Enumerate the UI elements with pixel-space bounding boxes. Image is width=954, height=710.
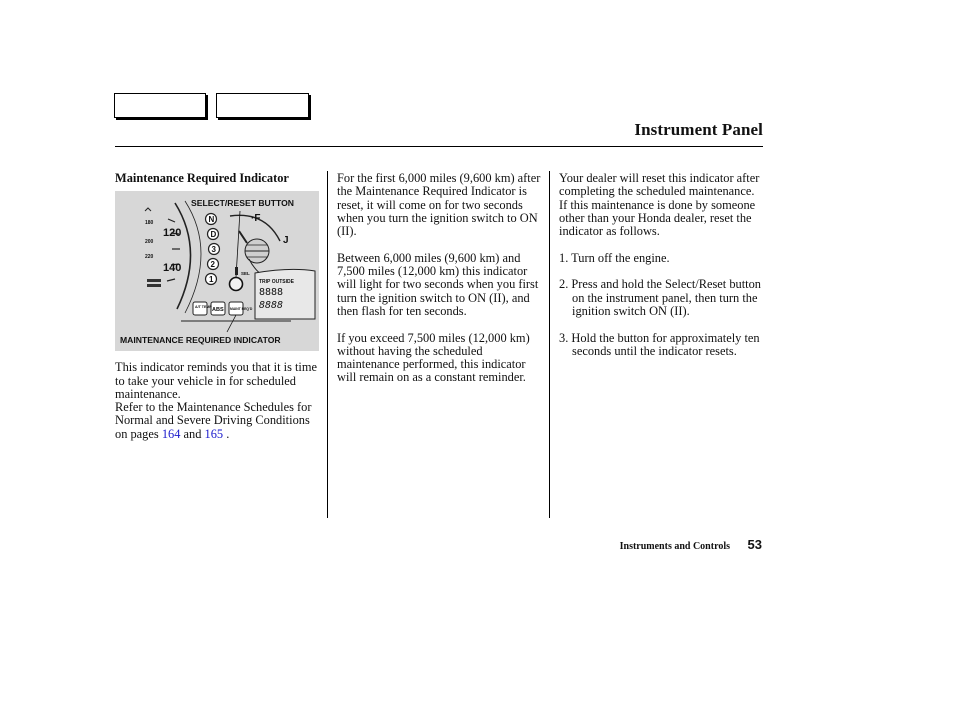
instrument-panel-illustration bbox=[115, 191, 319, 351]
speed-number-120: 120 bbox=[163, 227, 182, 240]
abs-lamp-icon: ABS bbox=[212, 307, 224, 314]
maintenance-leader-line bbox=[227, 315, 236, 332]
gauge-dial-icon bbox=[245, 239, 269, 263]
column-2 bbox=[337, 172, 542, 398]
at-temp-lamp-icon: A/T TEMP bbox=[195, 305, 212, 310]
nav-tab-1[interactable] bbox=[114, 93, 206, 118]
page-165-link[interactable]: 165 bbox=[204, 426, 224, 441]
speedometer-inner-arc bbox=[185, 201, 201, 313]
period-text: . bbox=[223, 426, 230, 441]
select-reset-button-label: SELECT/RESET BUTTON bbox=[191, 198, 294, 209]
odometer-top-digits: 8888 bbox=[259, 287, 284, 299]
speed-number-140: 140 bbox=[163, 262, 182, 275]
speed-small-220: 220 bbox=[145, 254, 154, 261]
gear-1: 1 bbox=[209, 275, 214, 285]
select-reset-button-icon bbox=[230, 278, 243, 291]
speedometer-arc bbox=[175, 203, 191, 309]
fuel-full-icon: ·F bbox=[251, 213, 261, 225]
schedule-reference-text: Refer to the Maintenance Schedules for Normal and Severe Driving Conditions on pages bbox=[115, 400, 312, 441]
speed-mark-icon bbox=[145, 208, 151, 211]
maintenance-required-lamp-icon: MAINT REQ'D bbox=[230, 307, 253, 312]
between-paragraph: Between 6,000 miles (9,600 km) and 7,500 miles (12,000 km) this indicator will light for two seconds when you first turn the ignition switch to ON (II), and then flash for ten seconds. bbox=[337, 250, 539, 318]
exceed-paragraph: If you exceed 7,500 miles (12,000 km) without having the scheduled maintenance performed, this indicator will remain on as a constant reminder. bbox=[337, 330, 530, 385]
label-block-2 bbox=[147, 284, 161, 287]
sel-label-icon: SEL bbox=[241, 271, 250, 277]
speed-small-180: 180 bbox=[145, 220, 154, 227]
column-3 bbox=[559, 172, 764, 371]
reset-step-2: 2. Press and hold the Select/Reset button on the instrument panel, then turn the ignition switch ON (II). bbox=[559, 277, 762, 318]
reset-step-3: 3. Hold the button for approximately ten seconds until the indicator resets. bbox=[559, 330, 760, 358]
reset-step-1: 1. Turn off the engine. bbox=[559, 250, 670, 265]
warning-lamps bbox=[193, 302, 253, 315]
page-number: 53 bbox=[747, 537, 762, 552]
speed-small-200: 200 bbox=[145, 239, 154, 246]
section-heading: Maintenance Required Indicator bbox=[115, 171, 289, 185]
first-6000-paragraph: For the first 6,000 miles (9,600 km) after the Maintenance Required Indicator is reset, it will come on for two seconds when you turn the ignition switch to ON (II). bbox=[337, 171, 541, 239]
fuel-gauge-needle bbox=[239, 231, 247, 243]
reset-steps-list bbox=[559, 252, 764, 358]
label-block-1 bbox=[147, 279, 161, 282]
gear-n: N bbox=[208, 215, 215, 225]
column-1 bbox=[115, 172, 319, 441]
column-divider-2 bbox=[549, 171, 550, 518]
nav-tab-2[interactable] bbox=[216, 93, 309, 118]
footer-section-title: Instruments and Controls bbox=[619, 541, 730, 552]
schedule-reference-paragraph bbox=[115, 401, 319, 441]
reminder-paragraph: This indicator reminds you that it is time to take your vehicle in for scheduled maintenance. bbox=[115, 360, 318, 401]
and-text: and bbox=[180, 426, 205, 441]
dealer-reset-paragraph: Your dealer will reset this indicator after completing the scheduled maintenance. If this maintenance is done by someone other than your Honda dealer, reset the indicator as follows. bbox=[559, 171, 760, 239]
page-164-link[interactable]: 164 bbox=[161, 426, 181, 441]
gear-2: 2 bbox=[210, 260, 215, 270]
temp-mark-icon: J bbox=[283, 235, 289, 247]
gear-3: 3 bbox=[211, 245, 216, 255]
maintenance-required-indicator-label: MAINTENANCE REQUIRED INDICATOR bbox=[120, 335, 281, 346]
trip-outside-label: TRIP OUTSIDE bbox=[259, 279, 294, 286]
page-title: Instrument Panel bbox=[634, 120, 763, 139]
gear-position-indicator bbox=[206, 214, 220, 285]
title-divider bbox=[115, 146, 763, 147]
gear-d: D bbox=[210, 230, 217, 240]
instrument-panel-figure bbox=[115, 191, 319, 351]
reset-pointer bbox=[235, 267, 238, 275]
odometer-bottom-digits: 8888 bbox=[259, 300, 284, 312]
column-divider-1 bbox=[327, 171, 328, 518]
